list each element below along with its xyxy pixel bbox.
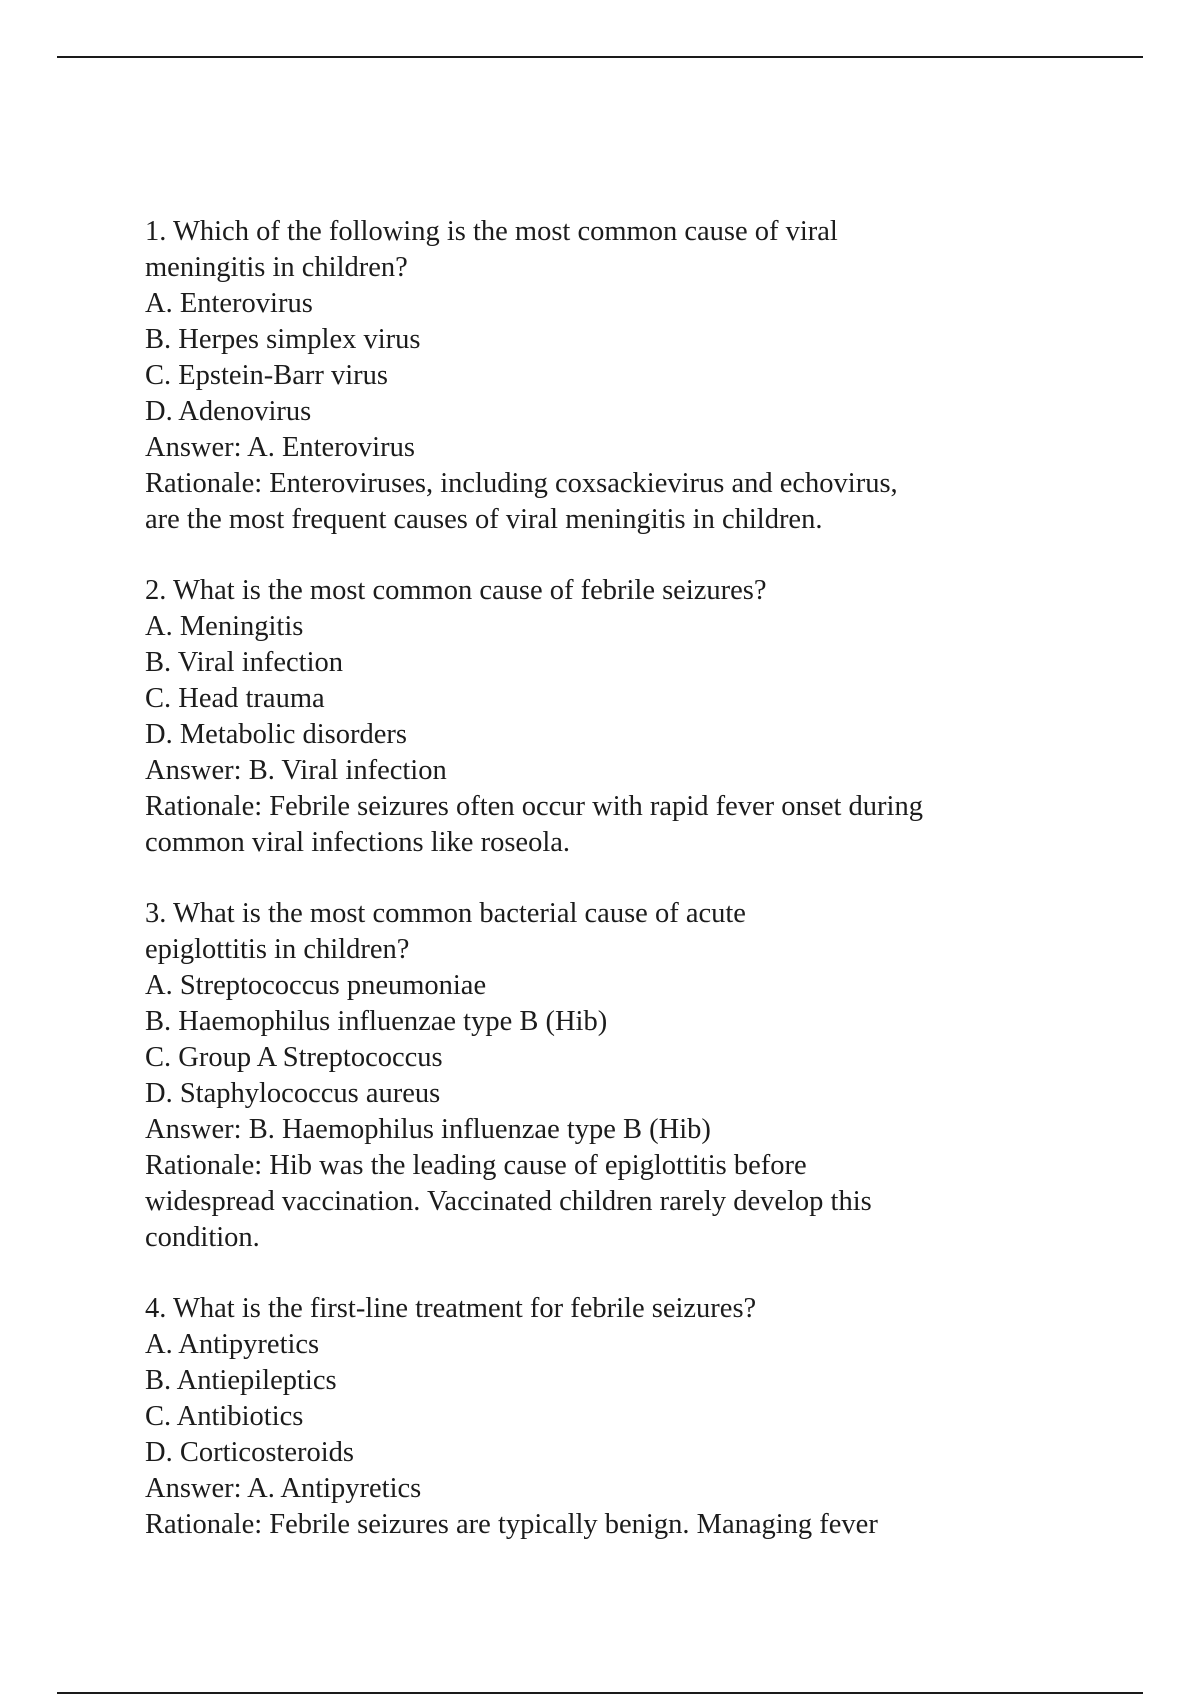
question-3-rationale-line-1: Rationale: Hib was the leading cause of epiglottitis before xyxy=(145,1150,807,1181)
question-3-prompt-line-1: 3. What is the most common bacterial cause of acute xyxy=(145,898,746,929)
question-4 xyxy=(145,1291,1065,1543)
question-2-option-a: A. Meningitis xyxy=(145,611,304,642)
question-1-option-c: C. Epstein-Barr virus xyxy=(145,360,389,391)
question-3-rationale-line-3: condition. xyxy=(145,1222,260,1253)
question-4-rationale-line-1: Rationale: Febrile seizures are typically benign. Managing fever xyxy=(145,1509,878,1540)
question-3-prompt-line-2: epiglottitis in children? xyxy=(145,934,410,965)
question-3-rationale-line-2: widespread vaccination. Vaccinated children rarely develop this xyxy=(145,1186,872,1217)
question-1-option-d: D. Adenovirus xyxy=(145,396,312,427)
question-1-rationale-line-2: are the most frequent causes of viral meningitis in children. xyxy=(145,504,823,535)
question-3-option-d: D. Staphylococcus aureus xyxy=(145,1078,441,1109)
question-4-option-a: A. Antipyretics xyxy=(145,1329,320,1360)
question-1 xyxy=(145,214,1065,538)
question-list xyxy=(145,214,1065,1578)
question-2-rationale-line-2: common viral infections like roseola. xyxy=(145,827,571,858)
question-2-option-d: D. Metabolic disorders xyxy=(145,719,407,750)
question-1-rationale-line-1: Rationale: Enteroviruses, including coxsackievirus and echovirus, xyxy=(145,468,898,499)
question-3-option-b: B. Haemophilus influenzae type B (Hib) xyxy=(145,1006,608,1037)
question-3-option-c: C. Group A Streptococcus xyxy=(145,1042,443,1073)
question-4-answer: Answer: A. Antipyretics xyxy=(145,1473,422,1504)
question-4-option-c: C. Antibiotics xyxy=(145,1401,304,1432)
question-2-prompt-line-1: 2. What is the most common cause of febrile seizures? xyxy=(145,575,767,606)
question-2-option-c: C. Head trauma xyxy=(145,683,325,714)
question-4-option-b: B. Antiepileptics xyxy=(145,1365,337,1396)
question-4-option-d: D. Corticosteroids xyxy=(145,1437,354,1468)
question-2-option-b: B. Viral infection xyxy=(145,647,344,678)
question-3-answer: Answer: B. Haemophilus influenzae type B (Hib) xyxy=(145,1114,711,1145)
question-1-prompt-line-1: 1. Which of the following is the most common cause of viral xyxy=(145,216,838,247)
question-1-prompt-line-2: meningitis in children? xyxy=(145,252,408,283)
bottom-rule xyxy=(57,1692,1143,1694)
question-4-prompt-line-1: 4. What is the first-line treatment for febrile seizures? xyxy=(145,1293,757,1324)
question-1-answer: Answer: A. Enterovirus xyxy=(145,432,415,463)
top-rule xyxy=(57,56,1143,58)
question-2-answer: Answer: B. Viral infection xyxy=(145,755,447,786)
question-1-option-a: A. Enterovirus xyxy=(145,288,313,319)
question-3 xyxy=(145,896,1065,1256)
question-2-rationale-line-1: Rationale: Febrile seizures often occur with rapid fever onset during xyxy=(145,791,923,822)
question-2 xyxy=(145,573,1065,861)
question-1-option-b: B. Herpes simplex virus xyxy=(145,324,421,355)
question-3-option-a: A. Streptococcus pneumoniae xyxy=(145,970,487,1001)
